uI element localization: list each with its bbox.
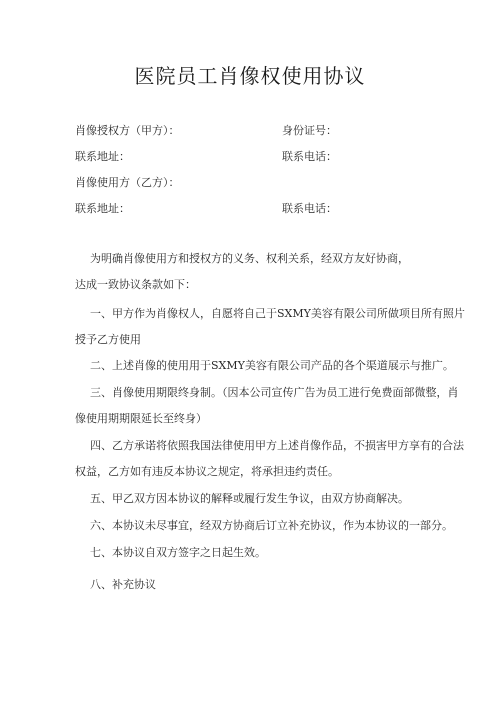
clause-3-line-2: 像使用期期限延长至终身） xyxy=(75,412,207,425)
party-b-label: 肖像使用方（乙方）： xyxy=(75,176,180,189)
party-a-address-label: 联系地址： xyxy=(75,150,130,163)
clause-3-line-1: 三、肖像使用期限终身制。（因本公司宣传广告为员工进行免费面部微整，肖 xyxy=(90,386,459,399)
intro-line-1: 为明确肖像使用方和授权方的义务、权利关系，经双方友好协商， xyxy=(90,252,409,265)
clause-1-line-2: 授予乙方使用 xyxy=(75,333,141,346)
party-b-address-label: 联系地址： xyxy=(75,202,130,215)
clause-1-line-1: 一、甲方作为肖像权人，自愿将自己于SXMY美容有限公司所做项目所有照片 xyxy=(90,307,465,320)
clause-4-line-1: 四、乙方承诺将依照我国法律使用甲方上述肖像作品，不损害甲方享有的合法 xyxy=(90,439,464,452)
party-a-label: 肖像授权方（甲方）： xyxy=(75,124,180,137)
intro-line-2: 达成一致协议条款如下： xyxy=(75,278,196,291)
clause-7: 七、本协议自双方签字之日起生效。 xyxy=(90,546,266,559)
clause-6: 六、本协议未尽事宜，经双方协商后订立补充协议，作为本协议的一部分。 xyxy=(90,519,453,532)
id-number-label: 身份证号： xyxy=(282,124,337,137)
clause-8: 八、补充协议 xyxy=(90,578,156,591)
clause-2: 二、上述肖像的使用用于SXMY美容有限公司产品的各个渠道展示与推广。 xyxy=(90,359,454,372)
party-a-phone-label: 联系电话： xyxy=(282,150,337,163)
clause-4-line-2: 权益，乙方如有违反本协议之规定，将承担违约责任。 xyxy=(75,465,339,478)
document-title: 医院员工肖像权使用协议 xyxy=(134,64,366,88)
party-b-phone-label: 联系电话： xyxy=(282,202,337,215)
clause-5: 五、甲乙双方因本协议的解释或履行发生争议，由双方协商解决。 xyxy=(90,492,409,505)
